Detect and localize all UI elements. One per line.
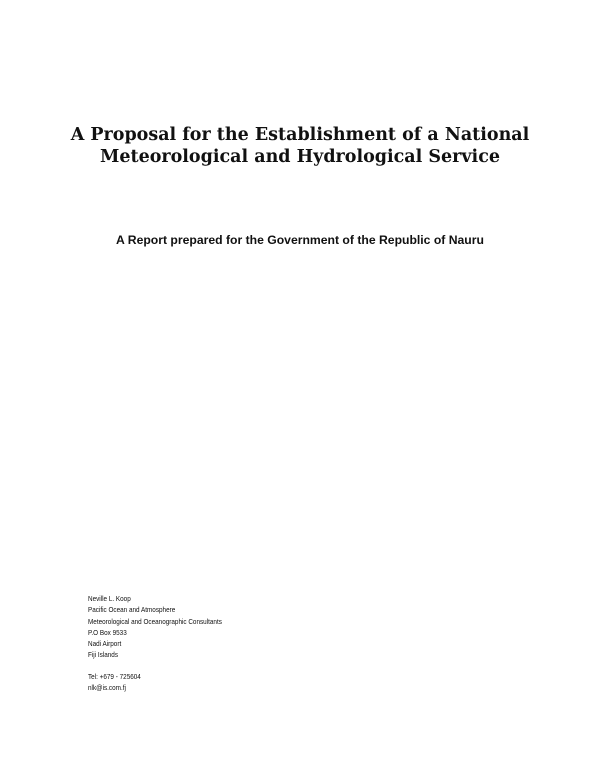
telephone: Tel: +679 - 725604 — [88, 671, 141, 681]
title-line-2: Meteorological and Hydrological Service — [100, 147, 500, 167]
document-title — [40, 124, 560, 168]
organization-line-1: Pacific Ocean and Atmosphere — [88, 605, 176, 615]
author-name: Neville L. Koop — [88, 594, 131, 603]
title-line-1: A Proposal for the Establishment of a National — [70, 125, 530, 145]
contact-spacer — [88, 661, 346, 671]
organization-line-2: Meteorological and Oceanographic Consultants — [88, 616, 222, 626]
po-box: P.O Box 9533 — [88, 627, 127, 637]
city: Nadi Airport — [88, 639, 122, 649]
document-subtitle: A Report prepared for the Government of the Republic of Nauru — [116, 233, 484, 247]
contact-block — [88, 593, 346, 693]
country: Fiji Islands — [88, 650, 119, 660]
email-address: nlk@is.com.fj — [88, 683, 126, 693]
